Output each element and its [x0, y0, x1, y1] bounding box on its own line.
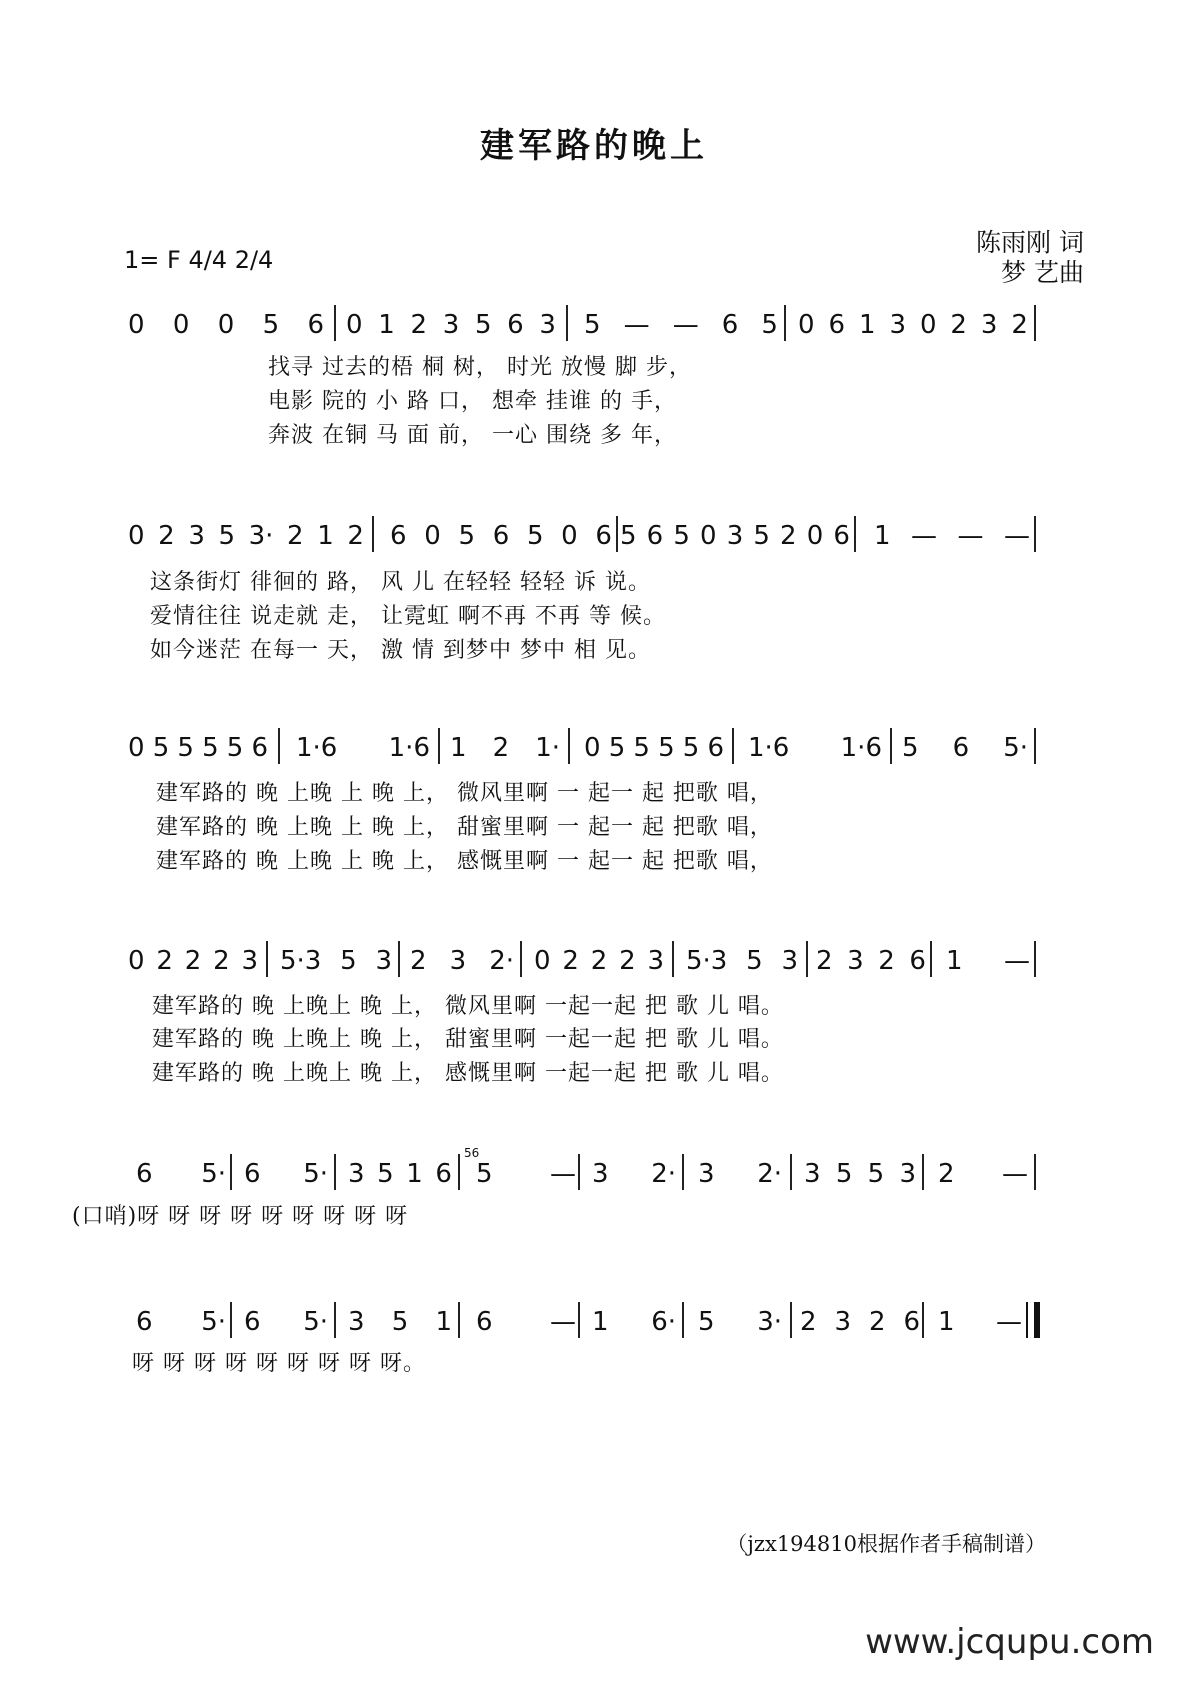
measure	[946, 939, 1030, 983]
note: 1	[592, 1307, 609, 1337]
note: 1	[378, 310, 395, 340]
note: 3	[375, 946, 392, 976]
measure	[450, 726, 560, 770]
note: 0	[217, 310, 235, 340]
barline	[922, 1302, 924, 1338]
credits	[976, 228, 1084, 288]
measure	[128, 514, 364, 558]
note: 2	[347, 521, 364, 551]
note: —	[623, 310, 650, 340]
barline	[334, 305, 336, 341]
note: 1	[435, 1307, 452, 1337]
note: 2	[184, 946, 202, 976]
barline	[578, 1154, 580, 1190]
measure	[244, 1300, 328, 1344]
note: 5·	[1003, 733, 1028, 763]
measure	[584, 726, 724, 770]
note: 0	[128, 521, 145, 551]
measure	[686, 939, 798, 983]
measure	[938, 1152, 1028, 1196]
barline	[266, 941, 268, 977]
note: 5	[262, 310, 280, 340]
barline	[334, 1154, 336, 1190]
lyric-line: 建军路的 晚 上晚上 晚 上， 感慨里啊 一起一起 把 歌 儿 唱。	[152, 1061, 784, 1086]
note: 6	[476, 1307, 493, 1337]
note: 2	[868, 1307, 886, 1337]
note: 5	[377, 1159, 394, 1189]
measure	[136, 1152, 226, 1196]
note: 5	[526, 521, 544, 551]
barline	[578, 1302, 580, 1338]
barline	[230, 1302, 232, 1338]
note: 5	[226, 733, 244, 763]
note: 2	[590, 946, 608, 976]
note: 5	[867, 1159, 885, 1189]
note: 1·	[535, 733, 560, 763]
transcription-credit: （jzx194810根据作者手稿制谱）	[726, 1532, 1046, 1556]
note: 3	[647, 946, 664, 976]
measure	[938, 1300, 1022, 1344]
note: 6	[251, 733, 268, 763]
note: 0	[584, 733, 601, 763]
lyric-line: 呀 呀 呀 呀 呀 呀 呀 呀 呀。	[132, 1351, 426, 1376]
composer-credit: 梦 艺曲	[1001, 258, 1084, 287]
note: 6	[595, 521, 612, 551]
barline	[1034, 941, 1036, 977]
note: 2	[410, 310, 428, 340]
lyric-line: 找寻 过去的梧 桐 树， 时光 放慢 脚 步，	[268, 355, 692, 380]
note: 1·6	[840, 733, 882, 763]
note: 6	[244, 1307, 261, 1337]
note: 1	[874, 521, 891, 551]
note: 5	[218, 521, 236, 551]
barline	[854, 516, 856, 552]
note: 2·	[489, 946, 514, 976]
measure	[698, 1152, 782, 1196]
note: 5	[340, 946, 357, 976]
note: 5·3	[686, 946, 728, 976]
measure	[902, 726, 1028, 770]
note: 5	[682, 733, 700, 763]
note: 3	[348, 1307, 365, 1337]
grace-note: 56	[464, 1146, 480, 1160]
note: 2	[213, 946, 230, 976]
note: 0	[346, 310, 363, 340]
barline	[890, 728, 892, 764]
website-watermark: www.jcqupu.com	[865, 1622, 1154, 1662]
note: 1	[450, 733, 467, 763]
note: 3	[241, 946, 258, 976]
lyric-line: 爱情往往 说走就 走， 让霓虹 啊不再 不再 等 候。	[150, 604, 666, 629]
barline	[372, 516, 374, 552]
note: 1·6	[748, 733, 790, 763]
note: 5	[673, 521, 690, 551]
final-barline-thin	[1026, 1302, 1028, 1338]
note: —	[550, 1307, 576, 1337]
measure	[620, 514, 850, 558]
lyric-line: 电影 院的 小 路 口， 想牵 挂谁 的 手，	[268, 389, 677, 414]
barline	[790, 1302, 792, 1338]
note: 2	[492, 733, 510, 763]
note: 5·3	[280, 946, 322, 976]
note: 5·	[201, 1159, 226, 1189]
lyric-line: 建军路的 晚 上晚 上 晚 上， 感慨里啊 一 起一 起 把歌 唱，	[156, 849, 773, 874]
note: —	[1004, 946, 1030, 976]
lyric-line: 奔波 在铜 马 面 前， 一心 围绕 多 年，	[268, 423, 677, 448]
note: 2	[780, 521, 797, 551]
note: 5	[620, 521, 637, 551]
note: 5	[458, 521, 476, 551]
note: 6	[492, 521, 510, 551]
song-title: 建军路的晚上	[480, 126, 708, 166]
note: —	[550, 1159, 576, 1189]
note: 0	[806, 521, 824, 551]
note: 3·	[757, 1307, 782, 1337]
note: 2	[156, 946, 173, 976]
barline	[1034, 1154, 1036, 1190]
measure	[800, 1300, 920, 1344]
note: 0	[172, 310, 190, 340]
note: 6	[909, 946, 926, 976]
note: —	[1002, 1159, 1028, 1189]
measure	[584, 303, 778, 347]
lyric-line: (口哨)呀 呀 呀 呀 呀 呀 呀 呀 呀	[72, 1204, 409, 1229]
lyric-line: 建军路的 晚 上晚上 晚 上， 甜蜜里啊 一起一起 把 歌 儿 唱。	[152, 1027, 784, 1052]
barline	[732, 728, 734, 764]
note: 2	[950, 310, 967, 340]
note: 0	[128, 946, 145, 976]
note: 5	[835, 1159, 853, 1189]
note: 2	[619, 946, 636, 976]
barline	[682, 1154, 684, 1190]
barline	[682, 1302, 684, 1338]
note: 3	[726, 521, 744, 551]
measure	[816, 939, 926, 983]
measure	[128, 726, 268, 770]
barline	[458, 1302, 460, 1338]
note: 5	[698, 1307, 715, 1337]
note: 3	[442, 310, 460, 340]
note: 5	[761, 310, 778, 340]
note: 6	[952, 733, 970, 763]
note: 2·	[757, 1159, 782, 1189]
note: 5	[177, 733, 194, 763]
measure	[136, 1300, 226, 1344]
note: 3	[804, 1159, 821, 1189]
note: 1	[938, 1307, 955, 1337]
note: 3	[980, 310, 998, 340]
measure	[748, 726, 882, 770]
measure	[346, 303, 556, 347]
note: 2·	[651, 1159, 676, 1189]
barline	[790, 1154, 792, 1190]
barline	[930, 941, 932, 977]
note: 0	[798, 310, 815, 340]
note: 6	[244, 1159, 261, 1189]
note: 6	[646, 521, 664, 551]
measure	[592, 1152, 676, 1196]
note: 5	[633, 733, 650, 763]
barline	[520, 941, 522, 977]
note: 1·6	[388, 733, 430, 763]
note: 2	[800, 1307, 817, 1337]
barline	[458, 1154, 460, 1190]
note: 5	[658, 733, 675, 763]
note: 3	[834, 1307, 852, 1337]
note: 6·	[651, 1307, 676, 1337]
final-barline-thick	[1034, 1302, 1040, 1338]
note: 5	[746, 946, 763, 976]
note: 5	[476, 1159, 493, 1189]
barline	[922, 1154, 924, 1190]
note: 6	[707, 733, 724, 763]
measure	[390, 514, 612, 558]
key-signature: 1= F 4/4 2/4	[124, 246, 274, 274]
note: 2	[410, 946, 427, 976]
note: 2	[878, 946, 895, 976]
barline	[1034, 728, 1036, 764]
barline	[784, 305, 786, 341]
note: 6	[435, 1159, 452, 1189]
note: 5	[608, 733, 626, 763]
note: 6	[136, 1159, 153, 1189]
note: 2	[1011, 310, 1028, 340]
note: 0	[128, 733, 145, 763]
note: 5	[753, 521, 770, 551]
note: 5	[202, 733, 219, 763]
note: 5·	[303, 1307, 328, 1337]
measure	[874, 514, 1030, 558]
lyric-line: 如今迷茫 在每一 天， 激 情 到梦中 梦中 相 见。	[150, 638, 651, 663]
note: 3	[847, 946, 864, 976]
barline	[438, 728, 440, 764]
note: 6	[721, 310, 739, 340]
barline	[398, 941, 400, 977]
note: 0	[561, 521, 578, 551]
measure	[280, 939, 392, 983]
note: 2	[287, 521, 304, 551]
note: 5	[584, 310, 601, 340]
measure	[348, 1300, 452, 1344]
barline	[568, 728, 570, 764]
note: 0	[424, 521, 441, 551]
note: 1·6	[296, 733, 338, 763]
measure	[534, 939, 664, 983]
note: 3·	[248, 521, 274, 551]
lyric-line: 这条街灯 徘徊的 路， 风 儿 在轻轻 轻轻 诉 说。	[150, 570, 651, 595]
measure	[244, 1152, 328, 1196]
note: 3	[698, 1159, 715, 1189]
note: 6	[307, 310, 324, 340]
barline	[672, 941, 674, 977]
barline	[230, 1154, 232, 1190]
note: 5	[152, 733, 170, 763]
note: 0	[919, 310, 937, 340]
note: 0	[534, 946, 551, 976]
measure	[592, 1300, 676, 1344]
measure	[804, 1152, 916, 1196]
note: 2	[816, 946, 833, 976]
note: 6	[828, 310, 846, 340]
measure	[798, 303, 1028, 347]
note: 5·	[201, 1307, 226, 1337]
note: 1	[317, 521, 334, 551]
note: 2	[938, 1159, 955, 1189]
note: 6	[507, 310, 524, 340]
note: 3	[781, 946, 798, 976]
measure	[476, 1152, 576, 1196]
lyric-line: 建军路的 晚 上晚 上 晚 上， 微风里啊 一 起一 起 把歌 唱，	[156, 781, 773, 806]
measure	[128, 939, 258, 983]
note: —	[1004, 521, 1030, 551]
barline	[566, 305, 568, 341]
note: 5	[474, 310, 492, 340]
note: 3	[539, 310, 556, 340]
note: 1	[946, 946, 963, 976]
note: 3	[899, 1159, 916, 1189]
note: 5	[391, 1307, 409, 1337]
note: 0	[700, 521, 717, 551]
barline	[1034, 516, 1036, 552]
measure	[128, 303, 324, 347]
note: 5	[902, 733, 919, 763]
note: —	[957, 521, 984, 551]
lyricist-credit: 陈雨刚 词	[976, 228, 1084, 257]
note: 3	[889, 310, 906, 340]
lyric-line: 建军路的 晚 上晚上 晚 上， 微风里啊 一起一起 把 歌 儿 唱。	[152, 994, 784, 1019]
measure	[348, 1152, 452, 1196]
note: 6	[390, 521, 407, 551]
measure	[698, 1300, 782, 1344]
note: 3	[188, 521, 205, 551]
note: 6	[136, 1307, 153, 1337]
note: 3	[592, 1159, 609, 1189]
barline	[1034, 305, 1036, 341]
lyric-line: 建军路的 晚 上晚 上 晚 上， 甜蜜里啊 一 起一 起 把歌 唱，	[156, 815, 773, 840]
barline	[806, 941, 808, 977]
note: 3	[449, 946, 467, 976]
note: 1	[406, 1159, 423, 1189]
barline	[616, 516, 618, 552]
barline	[334, 1302, 336, 1338]
barline	[278, 728, 280, 764]
note: 3	[348, 1159, 365, 1189]
note: 6	[833, 521, 850, 551]
measure	[476, 1300, 576, 1344]
measure	[296, 726, 430, 770]
note: 1	[858, 310, 876, 340]
note: 2	[562, 946, 579, 976]
note: 5·	[303, 1159, 328, 1189]
note: —	[911, 521, 938, 551]
note: —	[996, 1307, 1022, 1337]
note: 2	[158, 521, 175, 551]
note: 6	[903, 1307, 920, 1337]
note: —	[672, 310, 699, 340]
measure	[410, 939, 514, 983]
note: 0	[128, 310, 145, 340]
